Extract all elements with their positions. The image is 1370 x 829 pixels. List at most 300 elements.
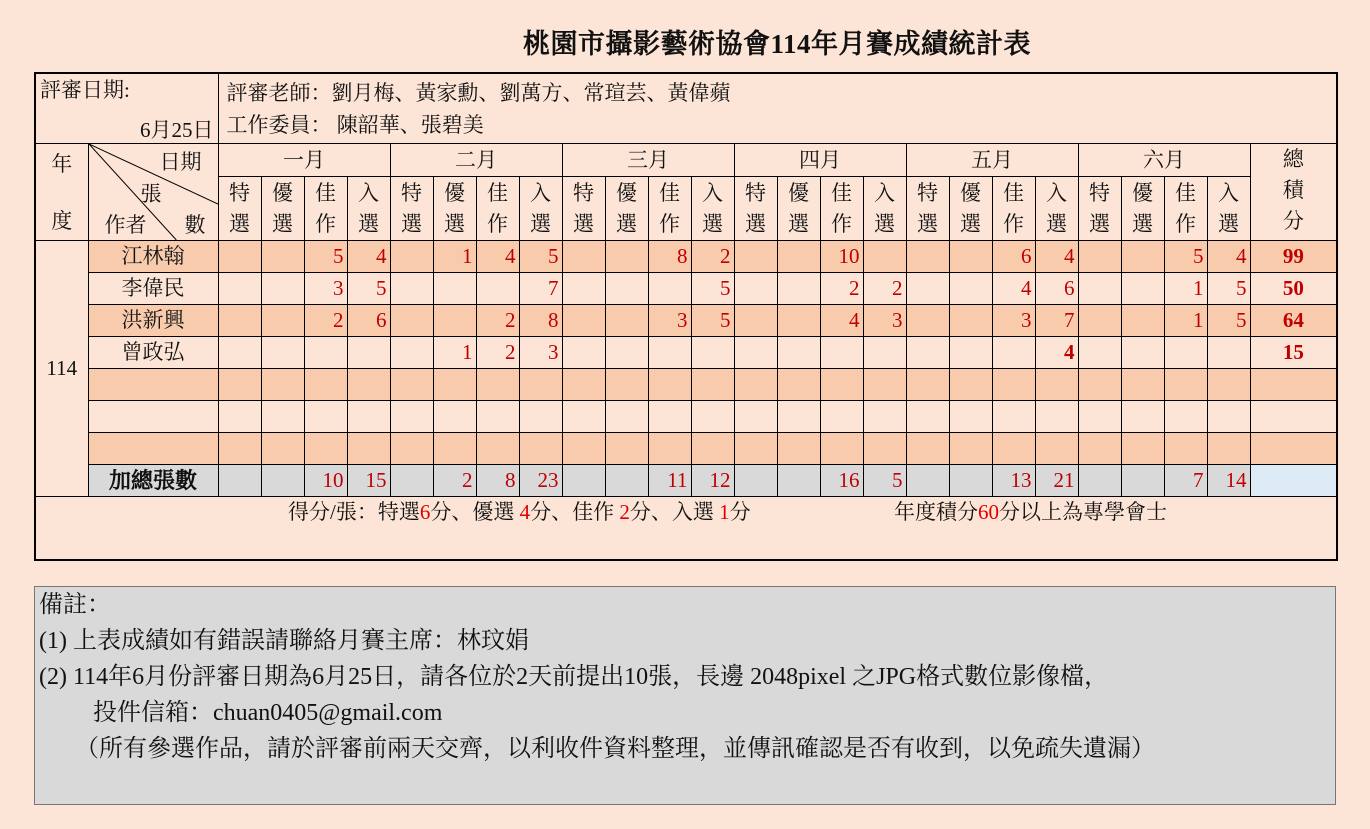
diag-count-label: 張 [140, 182, 162, 206]
scoring-text: 分 [729, 500, 751, 524]
score-cell: 5 [519, 241, 562, 273]
score-cell [605, 369, 648, 401]
award-type-bottom: 選 [917, 211, 938, 236]
judges-text: 評審老師：劉月梅、黃家勳、劉萬方、常瑄芸、黃偉蘋 [226, 81, 731, 105]
score-cell [433, 305, 476, 337]
judges-cell [218, 73, 1337, 144]
award-type-header [519, 177, 562, 241]
score-cell [390, 433, 433, 465]
award-type-bottom: 選 [702, 211, 723, 236]
score-cell [1121, 305, 1164, 337]
sum-row [35, 465, 1337, 497]
score-cell [1078, 241, 1121, 273]
score-cell [863, 337, 906, 369]
score-cell [562, 241, 605, 273]
year-value: 114 [35, 241, 88, 497]
award-type-header [777, 177, 820, 241]
award-type-top: 入 [702, 180, 723, 205]
year-header [35, 144, 88, 241]
sum-cell [261, 465, 304, 497]
member-total: 64 [1250, 305, 1337, 337]
score-cell [1035, 401, 1078, 433]
member-name [88, 369, 218, 401]
score-cell [1078, 369, 1121, 401]
sum-cell [906, 465, 949, 497]
review-date-label: 評審日期: [40, 78, 130, 102]
sum-cell [734, 465, 777, 497]
scoring-text: 得分/張：特選 [288, 500, 420, 524]
score-cell [390, 241, 433, 273]
award-type-header [304, 177, 347, 241]
notes-title: 備註： [39, 592, 111, 618]
sum-cell: 15 [347, 465, 390, 497]
award-type-header [992, 177, 1035, 241]
score-cell [777, 401, 820, 433]
sum-total-cell [1250, 465, 1337, 497]
award-type-header [476, 177, 519, 241]
score-cell: 4 [1207, 241, 1250, 273]
total-score-header [1250, 144, 1337, 241]
award-type-header [347, 177, 390, 241]
score-cell [1121, 273, 1164, 305]
score-cell: 10 [820, 241, 863, 273]
score-cell [949, 273, 992, 305]
notes-line-3: 投件信箱：chuan0405@gmail.com [93, 700, 443, 726]
score-cell: 1 [433, 241, 476, 273]
score-cell: 5 [304, 241, 347, 273]
notes-line-4: （所有參選作品，請於評審前兩天交齊，以利收件資料整理，並傳訊確認是否有收到，以免疏失遺漏） [75, 736, 1155, 762]
score-cell [347, 433, 390, 465]
score-cell [777, 305, 820, 337]
award-type-bottom: 選 [229, 211, 250, 236]
sum-cell [1078, 465, 1121, 497]
score-cell [519, 369, 562, 401]
score-cell [906, 305, 949, 337]
diagonal-header [88, 144, 218, 241]
award-type-top: 優 [272, 180, 293, 205]
scoring-text: 4 [519, 500, 531, 524]
score-cell [906, 401, 949, 433]
award-type-header [648, 177, 691, 241]
scoring-text: 1 [719, 500, 730, 524]
score-cell [1121, 433, 1164, 465]
member-total [1250, 369, 1337, 401]
award-type-top: 特 [229, 180, 250, 205]
score-cell [1207, 369, 1250, 401]
month-header: 三月 [562, 144, 734, 177]
score-cell [691, 433, 734, 465]
score-cell [1207, 337, 1250, 369]
score-cell [476, 273, 519, 305]
table-row [35, 241, 1337, 273]
total-header-char: 積 [1282, 178, 1304, 202]
score-cell [906, 369, 949, 401]
score-cell [218, 433, 261, 465]
score-cell [390, 273, 433, 305]
score-cell [390, 401, 433, 433]
award-type-bottom: 選 [1218, 211, 1239, 236]
score-cell: 7 [519, 273, 562, 305]
score-cell [605, 337, 648, 369]
threshold-text: 分以上為專學會士 [999, 500, 1167, 524]
member-name [88, 433, 218, 465]
member-name: 江林翰 [88, 241, 218, 273]
score-cell: 1 [1164, 305, 1207, 337]
score-cell [1121, 241, 1164, 273]
scoring-text: 2 [619, 500, 630, 524]
score-cell: 6 [992, 241, 1035, 273]
member-name [88, 401, 218, 433]
score-cell [648, 401, 691, 433]
score-cell [261, 433, 304, 465]
scoring-rules [288, 502, 751, 523]
score-cell [777, 273, 820, 305]
award-type-top: 佳 [1175, 180, 1196, 205]
score-cell [992, 369, 1035, 401]
score-cell [261, 305, 304, 337]
score-cell [261, 273, 304, 305]
scoring-row [35, 497, 1337, 561]
month-header: 二月 [390, 144, 562, 177]
award-type-header [605, 177, 648, 241]
score-cell: 1 [433, 337, 476, 369]
score-cell: 5 [1164, 241, 1207, 273]
award-type-bottom: 選 [444, 211, 465, 236]
score-cell [820, 337, 863, 369]
award-type-header [906, 177, 949, 241]
score-cell [1164, 433, 1207, 465]
score-cell: 7 [1035, 305, 1078, 337]
score-cell: 3 [304, 273, 347, 305]
score-cell [777, 241, 820, 273]
award-type-bottom: 作 [1175, 211, 1196, 236]
score-cell [218, 401, 261, 433]
score-cell: 4 [347, 241, 390, 273]
award-type-top: 特 [401, 180, 422, 205]
score-cell [218, 369, 261, 401]
score-cell [347, 369, 390, 401]
score-cell [777, 337, 820, 369]
score-cell [1078, 273, 1121, 305]
table-row [35, 369, 1337, 401]
score-cell [691, 369, 734, 401]
score-cell: 2 [863, 273, 906, 305]
score-cell: 2 [476, 337, 519, 369]
total-header-char: 總 [1282, 147, 1304, 171]
score-cell [304, 337, 347, 369]
award-type-header [949, 177, 992, 241]
score-cell [218, 305, 261, 337]
member-name: 曾政弘 [88, 337, 218, 369]
score-cell [433, 433, 476, 465]
score-cell [605, 401, 648, 433]
score-cell [949, 241, 992, 273]
score-cell [863, 433, 906, 465]
threshold-text: 年度積分 [894, 500, 978, 524]
table-row [35, 401, 1337, 433]
score-cell: 2 [476, 305, 519, 337]
award-type-header [1164, 177, 1207, 241]
score-cell [1207, 401, 1250, 433]
score-cell [1078, 433, 1121, 465]
score-cell [562, 433, 605, 465]
award-type-bottom: 選 [788, 211, 809, 236]
score-cell: 4 [992, 273, 1035, 305]
sum-row-label: 加總張數 [88, 465, 218, 497]
score-cell [390, 305, 433, 337]
notes-box [34, 586, 1336, 805]
score-cell [562, 337, 605, 369]
score-cell: 3 [863, 305, 906, 337]
award-type-bottom: 選 [401, 211, 422, 236]
score-cell [1035, 433, 1078, 465]
award-type-bottom: 選 [530, 211, 551, 236]
score-cell [992, 433, 1035, 465]
notes-line-1: (1) 上表成績如有錯誤請聯絡月賽主席：林玟娟 [39, 628, 529, 654]
score-cell [648, 273, 691, 305]
score-cell [648, 433, 691, 465]
score-cell [820, 433, 863, 465]
score-cell [949, 305, 992, 337]
score-cell: 3 [519, 337, 562, 369]
award-type-top: 佳 [1003, 180, 1024, 205]
award-type-bottom: 選 [874, 211, 895, 236]
award-type-bottom: 選 [1089, 211, 1110, 236]
sum-cell: 11 [648, 465, 691, 497]
award-type-top: 佳 [659, 180, 680, 205]
award-type-header [390, 177, 433, 241]
award-type-bottom: 作 [315, 211, 336, 236]
member-total: 15 [1250, 337, 1337, 369]
score-cell [1121, 337, 1164, 369]
award-type-bottom: 作 [487, 211, 508, 236]
award-type-top: 佳 [487, 180, 508, 205]
award-type-bottom: 選 [745, 211, 766, 236]
score-cell [304, 433, 347, 465]
score-cell [347, 401, 390, 433]
score-cell [519, 433, 562, 465]
award-type-top: 入 [1046, 180, 1067, 205]
score-cell [820, 401, 863, 433]
sum-cell [390, 465, 433, 497]
award-type-top: 入 [530, 180, 551, 205]
score-cell: 4 [1035, 337, 1078, 369]
score-table [34, 72, 1338, 561]
staff-text: 工作委員： 陳韶華、張碧美 [226, 113, 484, 137]
score-cell [1164, 369, 1207, 401]
score-cell [949, 401, 992, 433]
award-type-header [562, 177, 605, 241]
award-type-header [1078, 177, 1121, 241]
score-cell [433, 369, 476, 401]
score-cell [605, 305, 648, 337]
award-type-header [1207, 177, 1250, 241]
award-type-top: 特 [573, 180, 594, 205]
score-cell [562, 273, 605, 305]
score-cell [562, 369, 605, 401]
score-cell [261, 241, 304, 273]
score-cell [734, 273, 777, 305]
sum-cell [777, 465, 820, 497]
sum-cell [949, 465, 992, 497]
member-total [1250, 401, 1337, 433]
score-cell [218, 241, 261, 273]
award-type-top: 入 [874, 180, 895, 205]
award-type-header [820, 177, 863, 241]
score-cell [605, 433, 648, 465]
sum-cell: 21 [1035, 465, 1078, 497]
review-date-cell [35, 73, 218, 144]
sum-cell: 14 [1207, 465, 1250, 497]
member-total: 50 [1250, 273, 1337, 305]
year-header-top: 年 [51, 152, 73, 176]
score-cell [1121, 401, 1164, 433]
score-cell [476, 433, 519, 465]
award-type-bottom: 選 [960, 211, 981, 236]
score-cell [648, 337, 691, 369]
award-type-top: 特 [1089, 180, 1110, 205]
score-cell [304, 369, 347, 401]
table-row [35, 273, 1337, 305]
sum-cell: 7 [1164, 465, 1207, 497]
table-row [35, 305, 1337, 337]
scoring-text: 分、佳作 [530, 500, 620, 524]
award-type-top: 優 [1132, 180, 1153, 205]
score-cell [562, 305, 605, 337]
score-cell [562, 401, 605, 433]
page-title: 桃園市攝影藝術協會114年月賽成績統計表 [522, 29, 1031, 59]
score-cell [734, 305, 777, 337]
score-cell [476, 401, 519, 433]
sum-cell: 16 [820, 465, 863, 497]
score-cell [261, 337, 304, 369]
score-cell: 3 [992, 305, 1035, 337]
award-type-header [734, 177, 777, 241]
award-type-bottom: 選 [1046, 211, 1067, 236]
score-cell [734, 369, 777, 401]
score-cell [863, 241, 906, 273]
month-header: 四月 [734, 144, 906, 177]
score-cell [605, 273, 648, 305]
member-total [1250, 433, 1337, 465]
score-cell [992, 337, 1035, 369]
score-cell: 8 [519, 305, 562, 337]
sum-cell: 13 [992, 465, 1035, 497]
score-cell [691, 401, 734, 433]
score-cell [519, 401, 562, 433]
score-cell [1078, 337, 1121, 369]
score-cell [949, 369, 992, 401]
sum-cell [218, 465, 261, 497]
score-cell: 5 [1207, 305, 1250, 337]
score-cell [648, 369, 691, 401]
annual-threshold [894, 502, 1167, 523]
sum-cell [605, 465, 648, 497]
diag-date-label: 日期 [159, 150, 202, 174]
award-type-bottom: 選 [272, 211, 293, 236]
table-row [35, 337, 1337, 369]
score-cell [734, 337, 777, 369]
score-cell [949, 433, 992, 465]
award-type-top: 優 [960, 180, 981, 205]
score-cell [1078, 401, 1121, 433]
notes-line-2: (2) 114年6月份評審日期為6月25日，請各位於2天前提出10張，長邊 2048pixel 之JPG格式數位影像檔， [39, 664, 1109, 690]
score-cell: 1 [1164, 273, 1207, 305]
score-cell [777, 433, 820, 465]
score-cell [1164, 337, 1207, 369]
member-name: 李偉民 [88, 273, 218, 305]
score-cell [218, 273, 261, 305]
score-cell [820, 369, 863, 401]
score-cell: 5 [691, 305, 734, 337]
award-type-top: 優 [616, 180, 637, 205]
month-header: 六月 [1078, 144, 1250, 177]
score-cell [347, 337, 390, 369]
score-cell [433, 401, 476, 433]
score-cell [390, 369, 433, 401]
score-cell: 6 [1035, 273, 1078, 305]
award-type-bottom: 選 [616, 211, 637, 236]
total-header-char: 分 [1282, 209, 1304, 233]
sum-cell: 10 [304, 465, 347, 497]
sum-cell: 2 [433, 465, 476, 497]
score-cell [1078, 305, 1121, 337]
score-cell [1207, 433, 1250, 465]
score-cell [390, 337, 433, 369]
award-type-header [261, 177, 304, 241]
score-cell: 5 [347, 273, 390, 305]
sum-cell [1121, 465, 1164, 497]
score-cell: 5 [1207, 273, 1250, 305]
sum-cell: 12 [691, 465, 734, 497]
score-cell [949, 337, 992, 369]
scoring-text: 分、入選 [629, 500, 720, 524]
award-type-bottom: 選 [1132, 211, 1153, 236]
diag-number-label: 數 [184, 213, 206, 237]
award-type-header [863, 177, 906, 241]
review-date-value: 6月25日 [140, 118, 214, 142]
scoring-cell [35, 497, 1337, 561]
score-cell: 2 [691, 241, 734, 273]
award-type-top: 佳 [831, 180, 852, 205]
score-cell: 4 [476, 241, 519, 273]
sum-cell: 8 [476, 465, 519, 497]
award-type-header [1121, 177, 1164, 241]
award-type-top: 優 [788, 180, 809, 205]
score-cell [476, 369, 519, 401]
member-name: 洪新興 [88, 305, 218, 337]
scoring-text: 分、優選 [430, 500, 520, 524]
score-cell [218, 337, 261, 369]
score-cell [261, 369, 304, 401]
award-type-header [691, 177, 734, 241]
award-type-top: 特 [745, 180, 766, 205]
score-cell [863, 369, 906, 401]
score-cell [734, 241, 777, 273]
score-cell [1035, 369, 1078, 401]
award-type-bottom: 選 [573, 211, 594, 236]
member-total: 99 [1250, 241, 1337, 273]
score-cell: 5 [691, 273, 734, 305]
award-type-top: 入 [358, 180, 379, 205]
award-type-top: 優 [444, 180, 465, 205]
score-cell [1164, 401, 1207, 433]
score-cell [777, 369, 820, 401]
score-cell: 4 [820, 305, 863, 337]
award-type-header [433, 177, 476, 241]
score-cell [863, 401, 906, 433]
score-cell [1121, 369, 1164, 401]
